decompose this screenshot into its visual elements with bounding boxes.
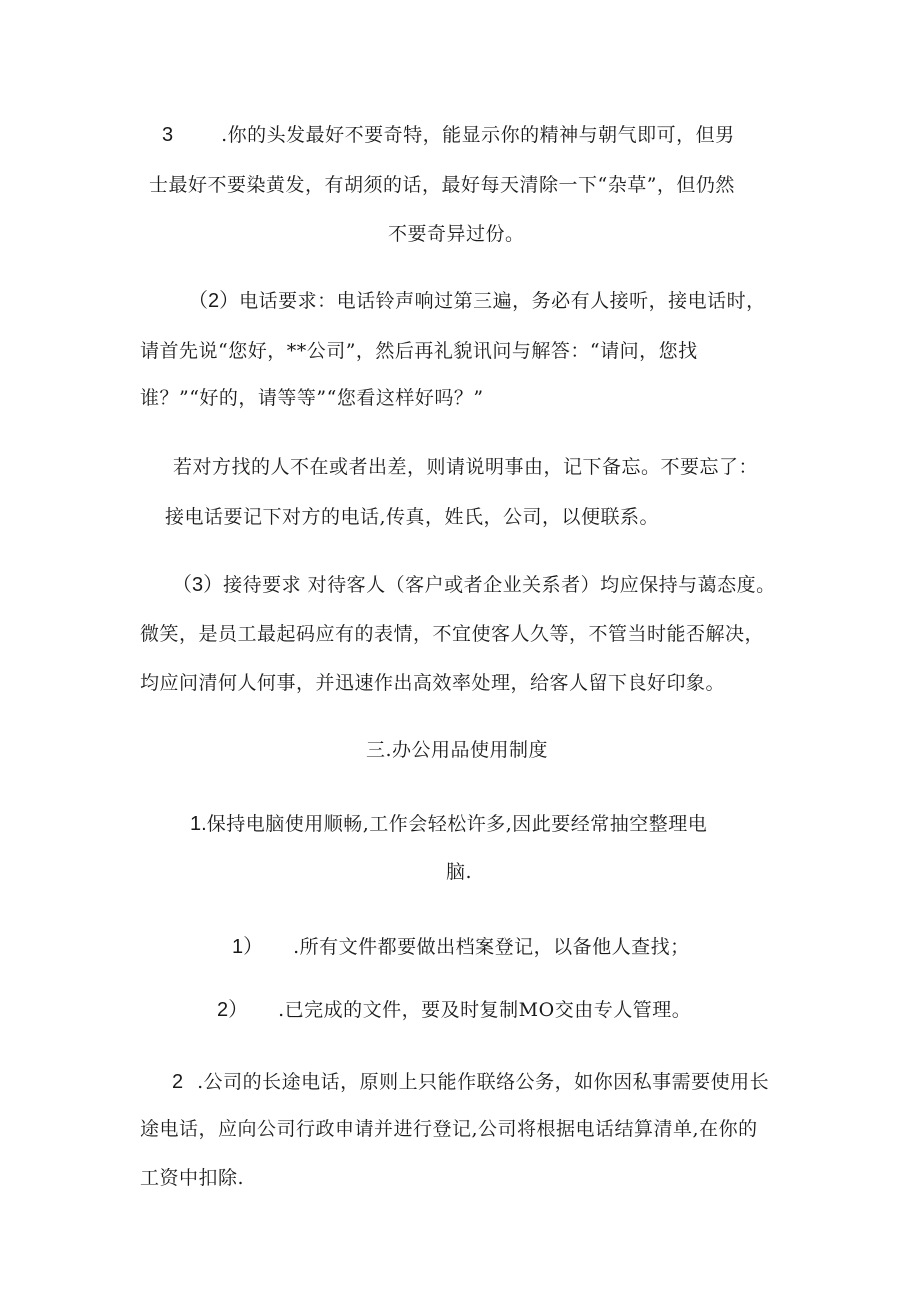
reception-line-2: 微笑，是员工最起码应有的表情，不宜使客人久等，不管当时能否解决， bbox=[140, 623, 765, 645]
supplies-sub-2-text: .已完成的文件，要及时复制MO交由专人管理。 bbox=[278, 999, 692, 1021]
reception-line-1 bbox=[172, 573, 776, 597]
phone-number: （2） bbox=[188, 290, 240, 312]
reception-text-1: 接待要求 对待客人（客户或者企业关系者）均应保持与蔼态度。 bbox=[223, 574, 776, 596]
supplies-sub-1-number: 1） bbox=[232, 936, 264, 958]
phone-line-3: 谁？”“好的，请等等”“您看这样好吗？” bbox=[140, 387, 484, 409]
phone-line-4: 若对方找的人不在或者出差，则请说明事由，记下备忘。不要忘了： bbox=[173, 456, 759, 478]
supplies-item-1-line-2: 脑. bbox=[446, 861, 473, 883]
phone-text-1: 电话要求：电话铃声响过第三遍，务必有人接听，接电话时， bbox=[239, 290, 766, 312]
supplies-sub-2 bbox=[217, 998, 691, 1022]
appearance-text-1: .你的头发最好不要奇特，能显示你的精神与朝气即可，但男 bbox=[221, 124, 735, 146]
supplies-item-1-line-1 bbox=[190, 812, 707, 836]
supplies-sub-2-number: 2） bbox=[217, 999, 249, 1021]
supplies-item-2-line-1 bbox=[172, 1070, 769, 1094]
appearance-number: 3 bbox=[162, 124, 174, 146]
supplies-sub-1-text: .所有文件都要做出档案登记，以备他人查找； bbox=[293, 936, 690, 958]
phone-line-1 bbox=[188, 289, 766, 313]
phone-line-2: 请首先说“您好，**公司”，然后再礼貌讯问与解答：“请问，您找 bbox=[140, 340, 698, 362]
supplies-item-2-number: 2 bbox=[172, 1071, 184, 1093]
supplies-item-2-line-2: 途电话，应向公司行政申请并进行登记,公司将根据电话结算清单,在你的 bbox=[140, 1118, 758, 1140]
phone-line-5: 接电话要记下对方的电话,传真，姓氏，公司，以便联系。 bbox=[165, 506, 660, 528]
section-heading: 三.办公用品使用制度 bbox=[366, 739, 549, 761]
appearance-line-3: 不要奇异过份。 bbox=[388, 223, 525, 245]
supplies-sub-1 bbox=[232, 935, 690, 959]
supplies-item-1-number: 1. bbox=[190, 813, 207, 835]
supplies-item-1-text: 保持电脑使用顺畅,工作会轻松许多,因此要经常抽空整理电 bbox=[206, 813, 708, 835]
supplies-item-2-text-1: .公司的长途电话，原则上只能作联络公务，如你因私事需要使用长 bbox=[197, 1071, 770, 1093]
appearance-line-1 bbox=[162, 123, 735, 147]
appearance-line-2: 士最好不要染黄发，有胡须的话，最好每天清除一下“杂草”，但仍然 bbox=[149, 174, 735, 196]
reception-number: （3） bbox=[172, 574, 224, 596]
reception-line-3: 均应问清何人何事，并迅速作出高效率处理，给客人留下良好印象。 bbox=[140, 672, 726, 694]
supplies-item-2-line-3: 工资中扣除. bbox=[140, 1167, 245, 1189]
